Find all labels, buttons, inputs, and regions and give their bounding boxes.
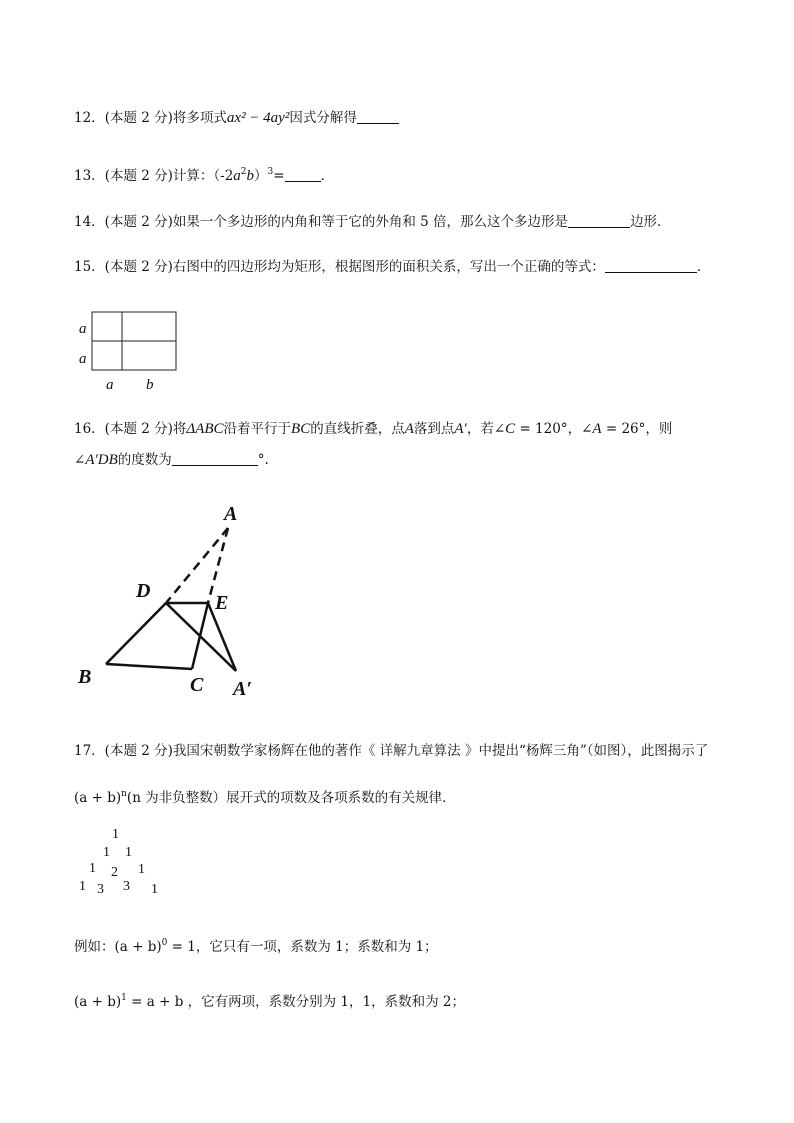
triangle-cell: 3 [123, 879, 130, 894]
q16-angle-c: C [505, 421, 516, 437]
left-label-top: a [79, 321, 87, 337]
q16-bc: BC [291, 421, 311, 437]
segment-bc [106, 664, 192, 669]
triangle-cell: 1 [103, 845, 110, 860]
q16-answer-blank [172, 451, 258, 466]
q16-a-value: = 26°，则 [601, 421, 673, 437]
label-c: C [190, 674, 204, 696]
q13-close: ） [254, 168, 268, 184]
q16-fold-figure [70, 495, 290, 705]
q16-text-e: ，若∠ [466, 421, 506, 437]
q16-triangle: ΔABC [186, 421, 224, 437]
triangle-cell: 3 [97, 882, 104, 897]
triangle-cell: 1 [89, 861, 96, 876]
q17-ex1-exponent: 0 [161, 938, 168, 948]
q17-binomial: (a + b) [74, 790, 122, 806]
triangle-cell: 1 [151, 882, 158, 897]
label-e: E [215, 592, 229, 614]
q15-end: ． [696, 259, 711, 275]
q16-text-d: 落到点 [413, 421, 455, 437]
q12-answer-blank [357, 109, 399, 124]
q15-answer-blank [605, 258, 697, 273]
q17-ex1-binomial: 例如：(a + b) [74, 939, 162, 955]
q16-text-f: 的度数为 [117, 452, 172, 468]
q14-text: 14．(本题 2 分)如果一个多边形的内角和等于它的外角和 5 倍，那么这个多边形是 [74, 214, 569, 230]
q12-expression: ax² − 4ay² [226, 110, 290, 126]
segment-db [106, 603, 166, 664]
q12-prefix: (本题 2 分)将多项式 [104, 110, 227, 126]
triangle-cell: 1 [112, 827, 119, 842]
q17-ex2-exponent: 1 [121, 993, 127, 1003]
q17-text-line2: (n 为非负整数）展开式的项数及各项系数的有关规律． [126, 790, 456, 806]
label-a-prime: A′ [233, 678, 252, 700]
q16-angle-symbol: ∠ [74, 452, 86, 468]
q16-angle-a: A [592, 421, 602, 437]
q17-ex2-binomial: (a + b) [74, 994, 122, 1010]
question-15 [74, 257, 710, 277]
q12-number: 12． [74, 110, 105, 126]
q13-equals: = [273, 168, 285, 184]
bottom-label-b: b [146, 377, 154, 393]
q12-suffix: 因式分解得 [289, 110, 357, 126]
question-12 [74, 108, 399, 128]
q13-end: ． [320, 168, 335, 184]
triangle-cell: 1 [138, 862, 145, 877]
question-16-line2 [74, 450, 269, 470]
q15-text: 15．(本题 2 分)右图中的四边形均为矩形，根据图形的面积关系，写出一个正确的等式： [74, 259, 605, 275]
q13-exp2: 2 [240, 167, 247, 177]
q16-text-b: 沿着平行于 [223, 421, 292, 437]
q13-exp3: 3 [267, 167, 274, 177]
q14-answer-blank [568, 213, 630, 228]
q14-suffix: 边形． [630, 214, 671, 230]
q17-text-line1: 17．(本题 2 分)我国宋朝数学家杨辉在他的著作《 详解九章算法 》中提出“杨辉三角”（如图），此图揭示了 [74, 743, 709, 759]
q16-point-a-prime: A′ [454, 421, 467, 437]
q17-example-2 [74, 988, 465, 1012]
q17-exponent-n: n [121, 789, 127, 799]
q17-ex1-text: = 1，它只有一项，系数为 1；系数和为 1； [167, 939, 438, 955]
q16-point-a: A [404, 421, 414, 437]
q16-text-a: 16．(本题 2 分)将 [74, 421, 187, 437]
triangle-cell: 2 [111, 865, 118, 880]
q13-b: b [246, 168, 255, 184]
q13-a: a [233, 168, 241, 184]
triangle-cell: 1 [79, 879, 86, 894]
question-17-line2 [74, 784, 456, 808]
label-d: D [136, 580, 151, 602]
q16-c-value: = 120°，∠ [515, 421, 593, 437]
q17-example-1 [74, 933, 438, 957]
q16-degree: °. [257, 452, 269, 468]
question-17-line1 [74, 741, 708, 761]
question-13 [74, 162, 334, 186]
q16-text-c: 的直线折叠，点 [310, 421, 405, 437]
q17-ex2-text: = a + b ，它有两项，系数分别为 1，1，系数和为 2； [126, 994, 465, 1010]
q16-angle-adb: A′DB [85, 452, 118, 468]
triangle-cell: 1 [125, 845, 132, 860]
question-16-line1 [74, 419, 672, 439]
question-14 [74, 212, 671, 232]
q13-answer-blank [285, 167, 321, 182]
label-a: A [224, 503, 238, 525]
q13-prefix: (本题 2 分)计算：（-2 [104, 168, 234, 184]
label-b: B [78, 666, 92, 688]
left-label-bottom: a [79, 351, 87, 367]
q15-rectangle-figure [70, 305, 190, 397]
bottom-label-a: a [106, 377, 114, 393]
q13-number: 13． [74, 168, 105, 184]
